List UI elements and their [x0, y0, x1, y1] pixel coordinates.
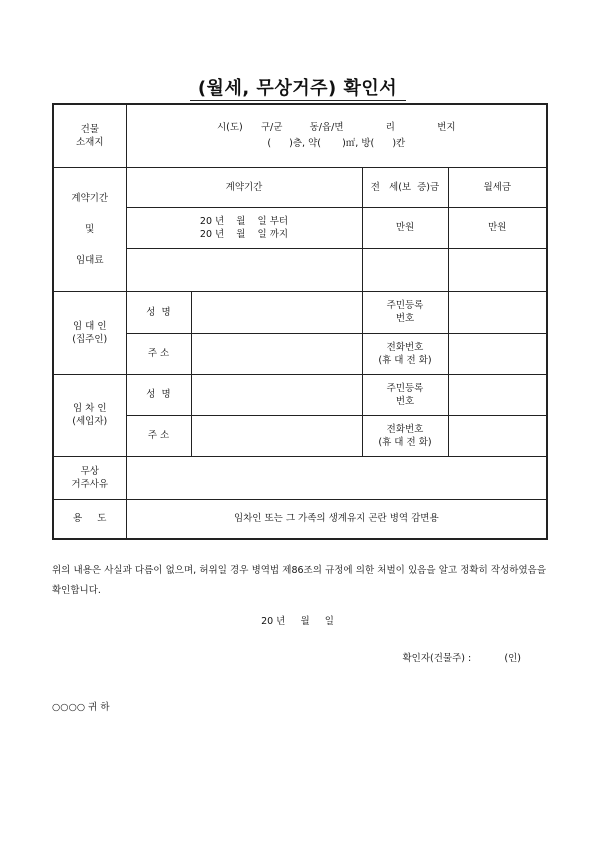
tenant-rrn-field[interactable]	[448, 374, 547, 415]
tenant-address-label: 주 소	[126, 415, 191, 456]
free-residence-label: 무상 거주사유	[53, 456, 126, 499]
monthly-rent-header: 월세금	[448, 167, 547, 207]
landlord-address-field[interactable]	[191, 333, 362, 374]
deposit-header: 전 세(보 증)금	[362, 167, 448, 207]
tenant-phone-label: 전화번호 (휴 대 전 화)	[362, 415, 448, 456]
landlord-name-field[interactable]	[191, 291, 362, 333]
building-location-label: 건물 소재지	[53, 104, 126, 167]
deposit-amount[interactable]: 만원	[362, 207, 448, 248]
document-title: (월세, 무상거주) 확인서	[197, 78, 398, 99]
address-line-2: ( )층, 약( )㎡, 방( )칸	[267, 137, 406, 149]
confirmer-signature[interactable]: 확인자(건물주) : (인)	[402, 653, 521, 664]
tenant-address-field[interactable]	[191, 415, 362, 456]
landlord-phone-field[interactable]	[448, 333, 547, 374]
monthly-rent-extra[interactable]	[448, 248, 547, 291]
purpose-value: 임차인 또는 그 가족의 생계유지 곤란 병역 감면용	[126, 499, 547, 539]
confirmation-form-table	[52, 103, 548, 540]
deposit-extra[interactable]	[362, 248, 448, 291]
landlord-label: 임 대 인 (집주인)	[53, 291, 126, 374]
landlord-rrn-label: 주민등록 번호	[362, 291, 448, 333]
confirmation-statement: 위의 내용은 사실과 다름이 없으며, 허위일 경우 병역법 제86조의 규정에 의한 처벌이 있음을 알고 정확히 작성하였음을 확인합니다.	[52, 565, 546, 596]
monthly-rent-amount[interactable]: 만원	[448, 207, 547, 248]
tenant-label: 임 차 인 (세입자)	[53, 374, 126, 456]
landlord-phone-label: 전화번호 (휴 대 전 화)	[362, 333, 448, 374]
contract-period-header: 계약기간	[126, 167, 362, 207]
tenant-phone-field[interactable]	[448, 415, 547, 456]
contract-group-label: 계약기간 및 임대료	[53, 167, 126, 291]
date-line[interactable]: 20 년 월 일	[261, 616, 334, 627]
recipient: ○○○○ 귀 하	[52, 702, 110, 713]
contract-period-value[interactable]: 20 년 월 일 부터 20 년 월 일 까지	[126, 207, 362, 248]
purpose-label: 용 도	[53, 499, 126, 539]
tenant-rrn-label: 주민등록 번호	[362, 374, 448, 415]
building-address-cell[interactable]	[126, 104, 547, 167]
tenant-name-field[interactable]	[191, 374, 362, 415]
free-residence-field[interactable]	[126, 456, 547, 499]
tenant-name-label: 성 명	[126, 374, 191, 415]
title-underline	[190, 100, 406, 101]
address-line-1: 시(도) 구/군 동/읍/면 리 번지	[216, 121, 456, 133]
landlord-address-label: 주 소	[126, 333, 191, 374]
contract-period-extra[interactable]	[126, 248, 362, 291]
landlord-rrn-field[interactable]	[448, 291, 547, 333]
landlord-name-label: 성 명	[126, 291, 191, 333]
